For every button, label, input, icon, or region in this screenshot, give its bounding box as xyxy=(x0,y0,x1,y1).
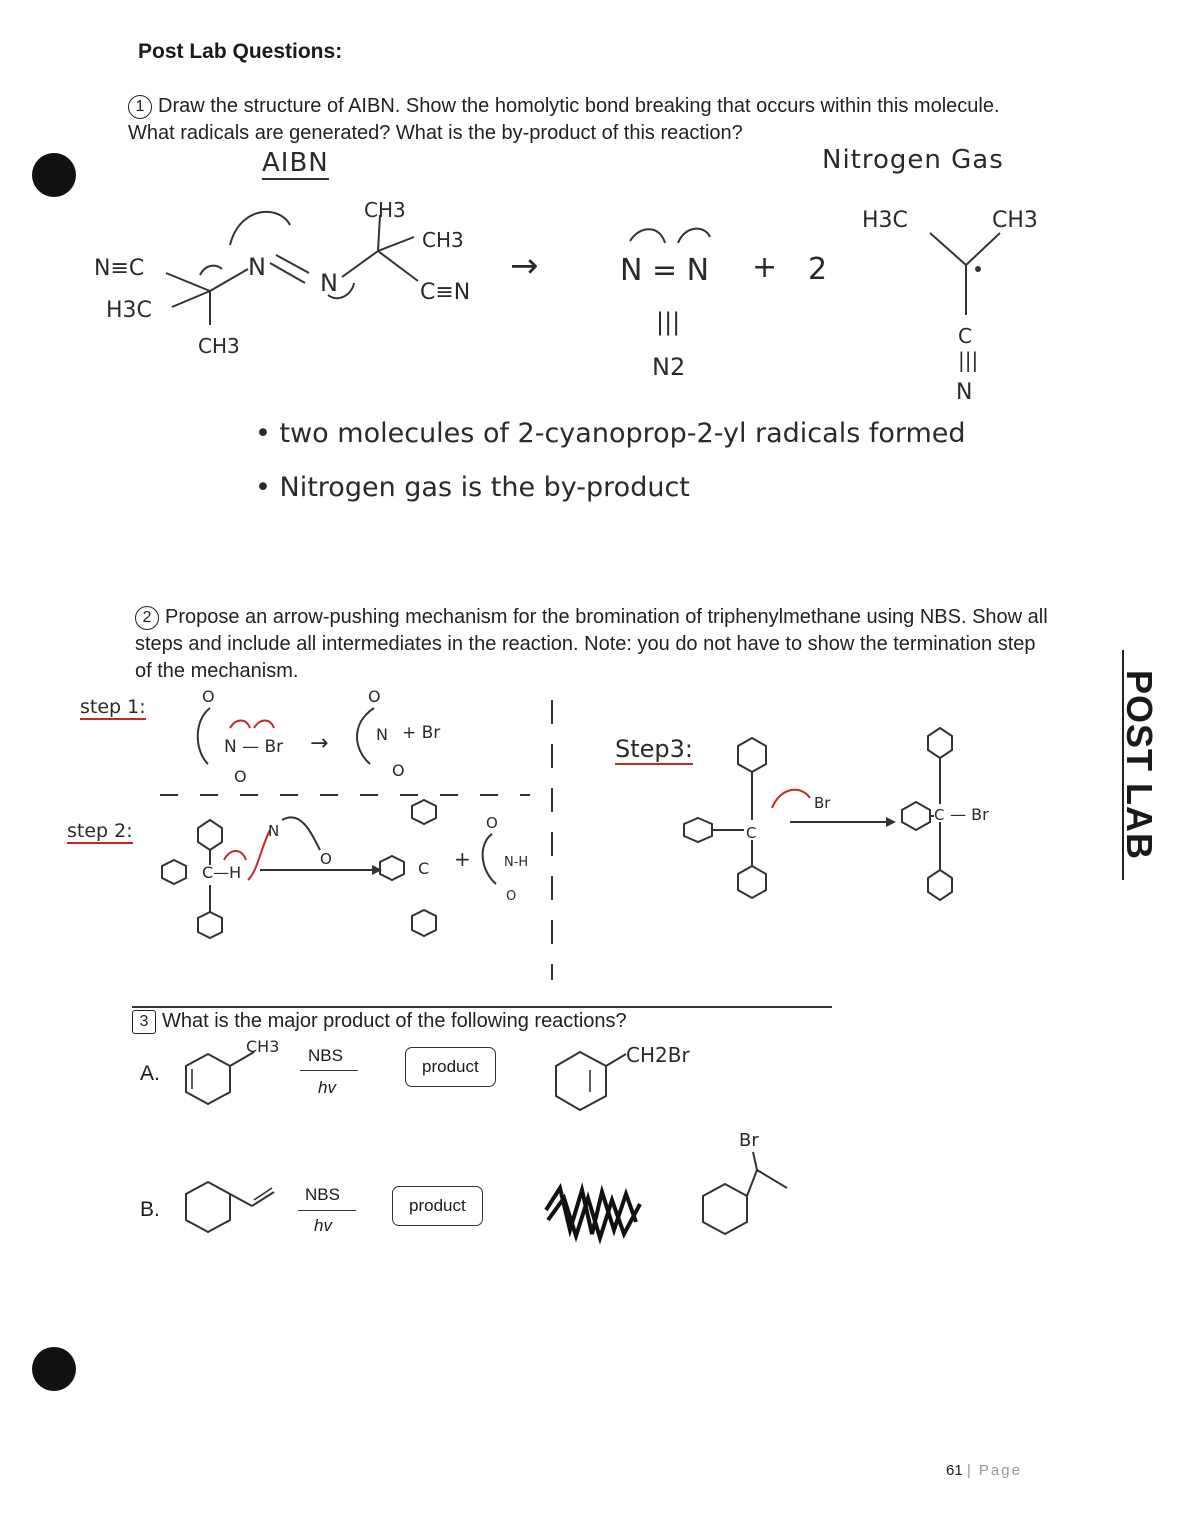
step2-plus: + xyxy=(454,847,471,871)
step2-o: O xyxy=(320,850,332,868)
reaction-a-reagent: NBS xyxy=(308,1046,343,1065)
allylic-bromide-answer xyxy=(695,1122,805,1252)
vinylcyclohexane-structure xyxy=(178,1176,298,1246)
aibn-ch3-right: CH3 xyxy=(422,228,464,252)
q1-n2-label: N2 xyxy=(652,353,686,381)
question-2-text: Propose an arrow-pushing mechanism for the bromination of triphenylmethane using NBS. Show all steps and include all intermediates in the reaction. Note: you do not have to show the termination step of the mechanism. xyxy=(135,606,1048,682)
radical-h3c: H3C xyxy=(862,208,908,233)
step3-product-br: — Br xyxy=(950,805,989,824)
q1-product-nn: N = N xyxy=(620,253,710,288)
step2-nh: N-H xyxy=(504,855,529,870)
q1-triple-bond: ||| xyxy=(656,308,681,336)
post-lab-tab: POST LAB xyxy=(1122,650,1160,880)
nitrogen-gas-label: Nitrogen Gas xyxy=(822,145,1004,175)
step3-c-radical: C xyxy=(746,824,757,842)
step2-c-radical: C xyxy=(418,859,430,878)
radical-triple: ||| xyxy=(958,348,979,372)
question-1 xyxy=(128,93,1048,147)
aibn-ch3-bottom: CH3 xyxy=(198,334,240,358)
reaction-b-product-box: product xyxy=(392,1186,483,1226)
reaction-b-arrow xyxy=(298,1210,356,1211)
radical-c: C xyxy=(958,324,972,348)
step1-o-top: O xyxy=(202,687,215,706)
aibn-mechanism-drawing xyxy=(80,185,1080,415)
aibn-cn: C≡N xyxy=(420,280,471,305)
reaction-a-condition: hv xyxy=(318,1078,336,1097)
nbs-mechanism-drawing xyxy=(150,680,1070,1000)
step2-n-radical: N xyxy=(268,822,280,840)
scribbled-out-answer xyxy=(540,1180,650,1250)
reaction-a-product-box: product xyxy=(405,1047,496,1087)
reaction-b-letter: B. xyxy=(140,1198,160,1221)
question-2 xyxy=(135,604,1055,685)
toluene-structure xyxy=(178,1036,298,1116)
q1-plus: + xyxy=(752,250,778,285)
step1-o-top-2: O xyxy=(368,687,381,706)
step1-o-bot-2: O xyxy=(392,761,405,780)
step1-nbr: N — Br xyxy=(224,737,284,757)
radical-ch3: CH3 xyxy=(992,208,1038,233)
radical-n: N xyxy=(956,380,973,405)
punch-hole-top xyxy=(32,153,76,197)
question-3-text: What is the major product of the following reactions? xyxy=(162,1010,627,1032)
step1-plus-br: + Br xyxy=(402,723,441,743)
step3-br-radical: Br xyxy=(814,794,831,812)
step2-o-bot: O xyxy=(506,889,517,904)
aibn-label: AIBN xyxy=(262,148,329,178)
q1-answer-1-text: two molecules of 2-cyanoprop-2-yl radicals formed xyxy=(279,418,966,449)
reaction-a-arrow xyxy=(300,1070,358,1071)
step-2-label: step 2: xyxy=(67,820,133,842)
page-number-value: 61 xyxy=(946,1462,963,1479)
question-1-text: Draw the structure of AIBN. Show the homolytic bond breaking that occurs within this molecule. What radicals are generated? What is the by-product of this reaction? xyxy=(128,95,1000,144)
aibn-ch3-top: CH3 xyxy=(364,198,406,222)
reaction-b-reagent: NBS xyxy=(305,1185,340,1204)
toluene-ch3: CH3 xyxy=(246,1037,280,1056)
q1-answer-1: • two molecules of 2-cyanoprop-2-yl radicals formed xyxy=(255,418,966,449)
answer-br: Br xyxy=(739,1130,759,1151)
step-3-label: Step3: xyxy=(615,735,693,763)
page-number xyxy=(946,1462,1022,1479)
question-2-number: 2 xyxy=(135,606,159,630)
page-suffix: | Page xyxy=(966,1462,1022,1479)
aibn-n1: N xyxy=(248,253,266,281)
step2-o-top: O xyxy=(486,814,498,832)
aibn-n2: N xyxy=(320,269,338,297)
question-1-number: 1 xyxy=(128,95,152,119)
step2-ch: C—H xyxy=(202,863,242,882)
punch-hole-bottom xyxy=(32,1347,76,1391)
reaction-a-letter: A. xyxy=(140,1062,160,1085)
question-3-number: 3 xyxy=(132,1010,156,1034)
step1-arrow: → xyxy=(310,731,329,756)
question-3 xyxy=(132,1006,832,1035)
q1-two: 2 xyxy=(808,252,828,287)
page-title: Post Lab Questions: xyxy=(138,40,343,63)
step1-n-radical: N xyxy=(376,725,388,744)
answer-ch2br: CH2Br xyxy=(626,1043,690,1067)
q1-reaction-arrow: → xyxy=(510,246,539,286)
aibn-h3c: H3C xyxy=(106,298,152,323)
aibn-nc: N≡C xyxy=(94,256,145,281)
step3-product-c: C xyxy=(934,806,945,824)
step-1-label: step 1: xyxy=(80,696,146,718)
reaction-b-condition: hv xyxy=(314,1216,332,1235)
q1-answer-2: • Nitrogen gas is the by-product xyxy=(255,472,690,503)
q1-answer-2-text: Nitrogen gas is the by-product xyxy=(279,472,690,503)
step1-o-bot: O xyxy=(234,767,247,786)
